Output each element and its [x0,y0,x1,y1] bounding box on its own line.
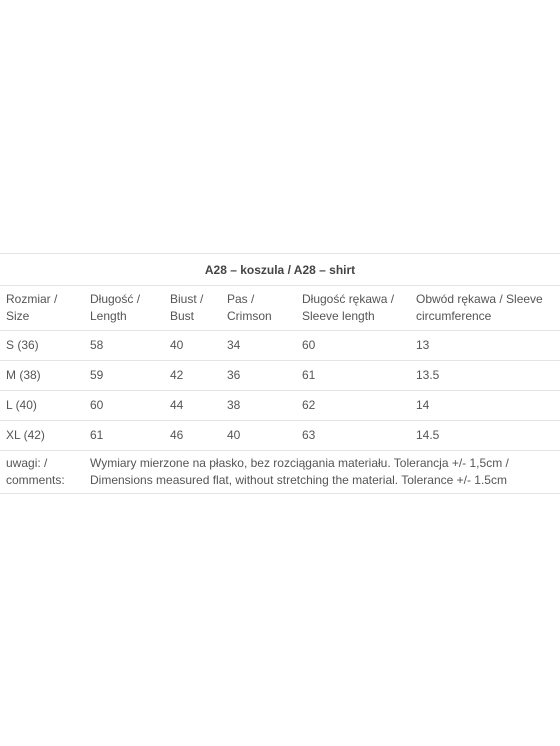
header-sleeve-length: Długość rękawa / Sleeve length [296,286,410,331]
table-cell: 63 [296,421,410,451]
table-cell: 14.5 [410,421,560,451]
table-cell: XL (42) [0,421,84,451]
table-cell: 61 [84,421,164,451]
header-waist: Pas / Crimson [221,286,296,331]
header-bust: Biust / Bust [164,286,221,331]
table-cell: M (38) [0,361,84,391]
table-cell: L (40) [0,391,84,421]
table-cell: 42 [164,361,221,391]
table-title-row [0,254,560,286]
table-cell: 38 [221,391,296,421]
table-row [0,421,560,451]
table-cell: 61 [296,361,410,391]
table-notes-row [0,451,560,494]
table-cell: S (36) [0,331,84,361]
table-cell: 13.5 [410,361,560,391]
table-row [0,391,560,421]
table-cell: 60 [84,391,164,421]
table-cell: 34 [221,331,296,361]
table-cell: 44 [164,391,221,421]
notes-text: Wymiary mierzone na płasko, bez rozciągania materiału. Tolerancja +/- 1,5cm / Dimensions measured flat, without stretching the material. Tolerance +/- 1.5cm [84,451,560,494]
table-header-row [0,286,560,331]
header-sleeve-circumference: Obwód rękawa / Sleeve circumference [410,286,560,331]
table-cell: 40 [221,421,296,451]
table-cell: 60 [296,331,410,361]
table-cell: 46 [164,421,221,451]
table-title: A28 – koszula / A28 – shirt [0,254,560,286]
table-row [0,361,560,391]
table-cell: 14 [410,391,560,421]
table-cell: 36 [221,361,296,391]
header-size: Rozmiar / Size [0,286,84,331]
table-row [0,331,560,361]
table-cell: 59 [84,361,164,391]
notes-label: uwagi: / comments: [0,451,84,494]
header-length: Długość / Length [84,286,164,331]
table-cell: 13 [410,331,560,361]
size-chart-table [0,253,560,494]
table-cell: 58 [84,331,164,361]
table-cell: 62 [296,391,410,421]
table-cell: 40 [164,331,221,361]
